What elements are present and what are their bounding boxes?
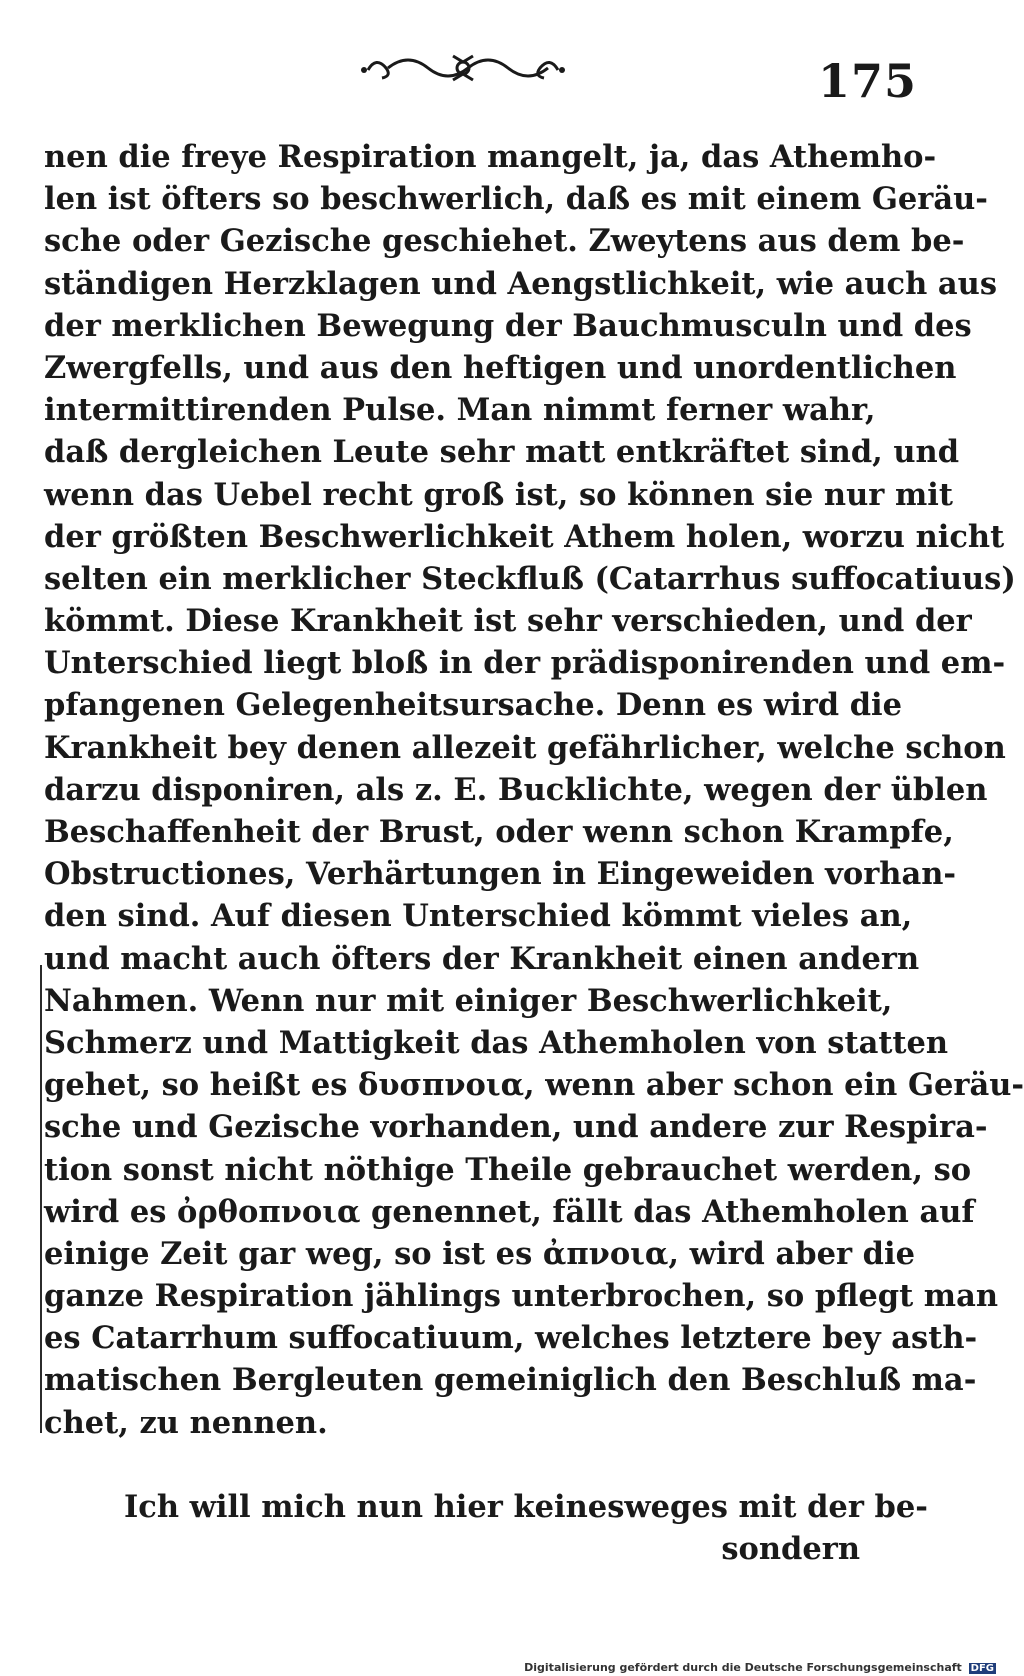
decorative-flourish-icon [358, 48, 568, 88]
text-line: nen die freye Respiration mangelt, ja, das Athemho- [44, 139, 937, 175]
text-line: Nahmen. Wenn nur mit einiger Beschwerlichkeit, [44, 982, 893, 1019]
text-line: darzu disponiren, als z. E. Bucklichte, wegen der üblen [44, 771, 988, 808]
text-line: es Catarrhum suffocatiuum, welches letztere bey asth- [44, 1320, 978, 1357]
text-line: Schmerz und Mattigkeit das Athemholen von statten [44, 1024, 949, 1061]
text-line: len ist öfters so beschwerlich, daß es mit einem Geräu- [44, 181, 988, 218]
text-line: daß dergleichen Leute sehr matt entkräftet sind, und [44, 434, 960, 471]
text-line: Unterschied liegt bloß in der prädisponirenden und em- [44, 645, 1006, 682]
paragraph-gap [44, 1444, 884, 1486]
text-line: den sind. Auf diesen Unterschied kömmt vieles an, [44, 898, 913, 935]
page-number: 175 [818, 54, 918, 108]
catchword: sondern [721, 1531, 860, 1567]
text-line: Zwergfells, und aus den heftigen und unordentlichen [44, 349, 957, 386]
text-line: wenn das Uebel recht groß ist, so können sie nur mit [44, 476, 953, 513]
text-line: sche und Gezische vorhanden, und andere zur Respira- [44, 1109, 988, 1146]
text-line: pfangenen Gelegenheitsursache. Denn es wird die [44, 687, 903, 724]
text-line: und macht auch öfters der Krankheit einen andern [44, 940, 920, 977]
text-line: matischen Bergleuten gemeiniglich den Beschluß ma- [44, 1362, 977, 1399]
paragraph-first-line: Ich will mich nun hier keinesweges mit der be- [124, 1488, 928, 1525]
text-line: kömmt. Diese Krankheit ist sehr verschieden, und der [44, 603, 972, 640]
dfg-logo-badge: DFG [970, 1663, 994, 1674]
text-line: einige Zeit gar weg, so ist es ἀπνοια, wird aber die [44, 1235, 915, 1272]
text-line: wird es ὀρθοπνοια genennet, fällt das Athemholen auf [44, 1193, 975, 1230]
digitization-credit [524, 1661, 996, 1674]
text-line: sche oder Gezische geschiehet. Zweytens aus dem be- [44, 223, 965, 260]
text-line: selten ein merklicher Steckfluß (Catarrhus suffocatiuus) [44, 560, 1016, 597]
text-line: ganze Respiration jählings unterbrochen, so pflegt man [44, 1278, 999, 1315]
text-line: tion sonst nicht nöthige Theile gebrauchet werden, so [44, 1151, 972, 1188]
text-line: Beschaffenheit der Brust, oder wenn schon Krampfe, [44, 814, 954, 850]
text-line: Obstructiones, Verhärtungen in Eingeweiden vorhan- [44, 856, 957, 893]
credit-text: Digitalisierung gefördert durch die Deutsche Forschungsgemeinschaft [524, 1661, 962, 1674]
text-line: Krankheit bey denen allezeit gefährlicher, welche schon [44, 729, 1006, 766]
text-line: chet, zu nennen. [44, 1404, 328, 1441]
text-line: intermittirenden Pulse. Man nimmt ferner wahr, [44, 392, 876, 429]
text-line: ständigen Herzklagen und Aengstlichkeit, wie auch aus [44, 265, 998, 302]
text-line: der merklichen Bewegung der Bauchmusculn und des [44, 307, 972, 344]
text-line: der größten Beschwerlichkeit Athem holen, worzu nicht [44, 518, 1005, 555]
binding-edge-line [40, 965, 42, 1433]
body-text [44, 136, 1024, 1570]
text-line: gehet, so heißt es δυσπνοια, wenn aber schon ein Geräu- [44, 1067, 1024, 1104]
